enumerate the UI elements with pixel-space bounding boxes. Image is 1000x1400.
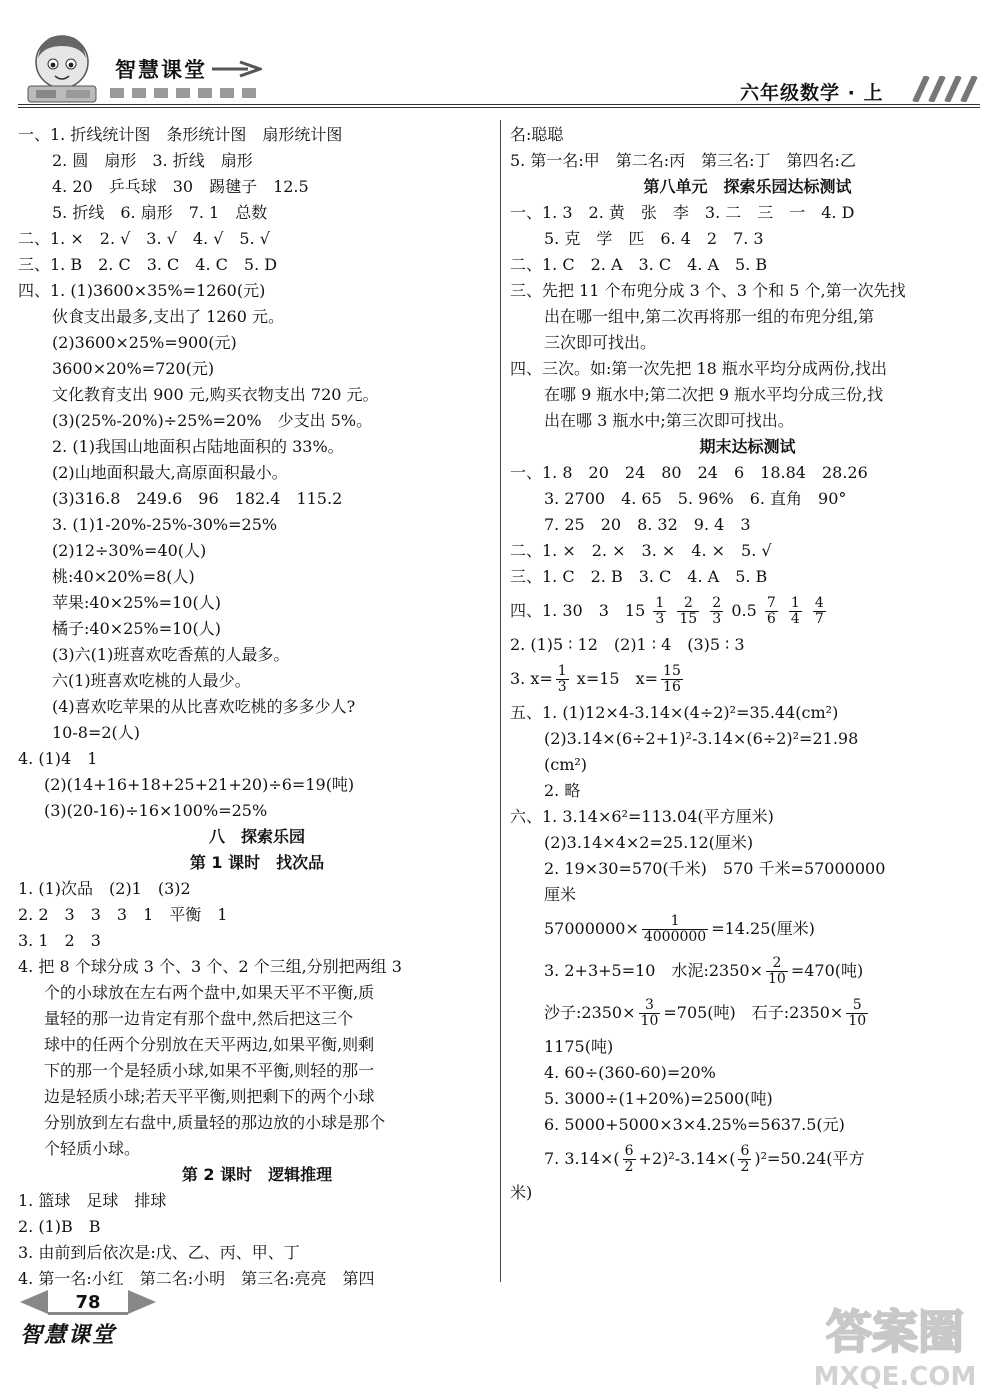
fraction: $\frac{4}{7}$ [814,595,824,627]
fraction: $\frac{5}{10}$ [848,997,867,1029]
answer-line: 3. (1)1-20%-25%-30%=25% [52,515,278,534]
answer-line: 4. 60÷(360-60)=20% [544,1063,716,1082]
answer-line: 2. (1)B B [18,1217,101,1236]
answer-line: 量轻的那一边肯定有那个盘中,然后把这三个 [44,1009,354,1028]
section-heading: 第 2 课时 逻辑推理 [181,1165,333,1184]
answer-line: 三次即可找出。 [544,333,657,352]
scale-answer-line: 57000000× $\frac{1}{4000000}$ =14.25(厘米) [544,913,815,945]
answer-line: 6. 5000+5000×3×4.25%=5637.5(元) [544,1115,845,1134]
x-answer-line: 3. x= $\frac{1}{3}$ x=15 x= $\frac{15}{16}$ [510,663,681,695]
answer-line: 1. 篮球 足球 排球 [18,1191,167,1210]
answer-line: 1. (1)次品 (2)1 (3)2 [18,879,191,898]
answer-line: 2. 2 3 3 3 1 平衡 1 [18,905,228,924]
answer-line: 2. 圆 扇形 3. 折线 扇形 [52,151,253,170]
answer-line: (3)316.8 249.6 96 182.4 115.2 [52,489,343,508]
answer-line: 五、1. (1)12×4-3.14×(4÷2)²=35.44(cm²) [510,703,839,722]
answer-line: 伙食支出最多,支出了 1260 元。 [52,307,284,326]
answer-line: (2)3.14×(6÷2+1)²-3.14×(6÷2)²=21.98 [544,729,859,748]
answer-line: 桃:40×20%=8(人) [52,567,195,586]
left-column [18,122,496,1292]
answer-line: 六、1. 3.14×6²=113.04(平方厘米) [510,807,774,826]
fraction: $\frac{15}{16}$ [663,663,681,695]
answer-line: 边是轻质小球;若天平平衡,则把剩下的两个小球 [44,1087,375,1106]
answer-line: 文化教育支出 900 元,购买衣物支出 720 元。 [52,385,379,404]
fraction: $\frac{1}{3}$ [655,595,665,627]
answer-line: 出在哪 3 瓶水中;第三次即可找出。 [544,411,794,430]
header-rule [18,104,980,108]
answer-line: 3600×20%=720(元) [52,359,215,378]
answer-line: 六(1)班喜欢吃桃的人最少。 [52,671,251,690]
page-header [0,0,1000,120]
answer-line: (3)六(1)班喜欢吃香蕉的人最多。 [52,645,290,664]
answer-line: (2)山地面积最大,高原面积最小。 [52,463,288,482]
answer-line: 3. 2700 4. 65 5. 96% 6. 直角 90° [544,489,847,508]
mascot-girl-icon [22,28,102,106]
fraction: $\frac{1}{4000000}$ [643,913,707,945]
answer-line: 三、1. C 2. B 3. C 4. A 5. B [510,567,768,586]
answer-line: 三、1. B 2. C 3. C 4. C 5. D [18,255,278,274]
right-column [510,122,985,1206]
answer-line: 名:聪聪 [510,125,564,144]
answer-line: 在哪 9 瓶水中;第二次把 9 瓶水平均分成三份,找 [544,385,884,404]
section-heading: 期末达标测试 [699,437,796,456]
answer-line: 2. (1)我国山地面积占陆地面积的 33%。 [52,437,344,456]
answer-line: 4. (1)4 1 [18,749,98,768]
section-heading: 第 1 课时 找次品 [189,853,325,872]
section-heading: 八 探索乐园 [208,827,305,846]
page-number-badge [18,1288,158,1316]
answer-line: 个轻质小球。 [44,1139,141,1158]
answer-line: 个的小球放在左右两个盘中,如果天平不平衡,质 [44,983,375,1002]
answer-line: 苹果:40×25%=10(人) [52,593,221,612]
fraction: $\frac{6}{2}$ [624,1143,634,1175]
answer-line: 三、先把 11 个布兜分成 3 个、3 个和 5 个,第一次先找 [510,281,906,300]
answer-line: (cm²) [544,755,588,774]
fraction: $\frac{6}{2}$ [740,1143,750,1175]
answer-line: 四、三次。如:第一次先把 18 瓶水平均分成两份,找出 [510,359,888,378]
watermark-url: MXQE.COM [813,1362,977,1392]
answer-line: 二、1. C 2. A 3. C 4. A 5. B [510,255,768,274]
answer-line: 5. 第一名:甲 第二名:丙 第三名:丁 第四名:乙 [510,151,856,170]
answer-line: (2)12÷30%=40(人) [52,541,207,560]
fraction: $\frac{1}{4}$ [790,595,800,627]
answer-line: 米) [510,1183,533,1202]
header-brand: 智慧课堂 [115,58,207,82]
answer-line: 3. 1 2 3 [18,931,101,950]
watermark-logo [800,1290,990,1395]
answer-line: 一、1. 8 20 24 80 24 6 18.84 28.26 [510,463,868,482]
answer-line: 橘子:40×25%=10(人) [52,619,221,638]
fraction: $\frac{2}{15}$ [679,595,698,627]
column-divider [500,120,501,1282]
arrow-right-icon [212,60,262,78]
answer-line: 下的那一个是轻质小球,如果不平衡,则轻的那一 [44,1061,375,1080]
answer-line: 2. 19×30=570(千米) 570 千米=57000000 [544,859,886,878]
answer-line: 10-8=2(人) [52,723,141,742]
area-answer-line: 7. 3.14×( $\frac{6}{2}$ +2)²-3.14×( $\frac{6}{2}$ )²=50.24(平方 [544,1143,865,1175]
answer-line: (3)(20-16)÷16×100%=25% [44,801,268,820]
sand-answer-line: 沙子:2350× $\frac{3}{10}$ =705(吨) 石子:2350× $\frac{5}{10}$ [544,997,867,1029]
answer-line: 二、1. × 2. √ 3. √ 4. √ 5. √ [18,229,270,248]
cement-answer-line: 3. 2+3+5=10 水泥:2350× $\frac{2}{10}$ =470(吨) [544,955,864,987]
header-subject: 六年级数学 · 上 [740,82,884,104]
answer-line: 球中的任两个分别放在天平两边,如果平衡,则剩 [44,1035,375,1054]
page-number: 78 [75,1292,101,1313]
footer-brand: 智慧课堂 [20,1323,117,1348]
fraction: $\frac{2}{10}$ [768,955,786,987]
fraction: $\frac{3}{10}$ [640,997,659,1029]
ratio-answer-line: 2. (1)5 ∶ 12 (2)1 ∶ 4 (3)5 ∶ 3 [510,635,745,654]
answer-line: 5. 3000÷(1+20%)=2500(吨) [544,1089,773,1108]
fraction: $\frac{7}{6}$ [766,595,776,627]
answer-line: (2)3600×25%=900(元) [52,333,237,352]
answer-line: 1175(吨) [544,1037,614,1056]
answer-line: 3. 由前到后依次是:戊、乙、丙、甲、丁 [18,1243,300,1262]
answer-line: 2. 略 [544,781,581,800]
answer-line: 4. 把 8 个球分成 3 个、3 个、2 个三组,分别把两组 3 [18,957,402,976]
answer-line: 7. 25 20 8. 32 9. 4 3 [544,515,751,534]
answer-line: 4. 第一名:小红 第二名:小明 第三名:亮亮 第四 [18,1269,375,1288]
answer-line: (2)3.14×4×2=25.12(厘米) [544,833,754,852]
answer-line: 四、1. (1)3600×35%=1260(元) [18,281,266,300]
answer-line: 出在哪一组中,第二次再将那一组的布兜分组,第 [544,307,875,326]
answer-line: (2)(14+16+18+25+21+20)÷6=19(吨) [44,775,355,794]
answer-line: 5. 折线 6. 扇形 7. 1 总数 [52,203,268,222]
watermark-text: 答案圈 [826,1305,964,1359]
answer-line: 厘米 [544,885,577,904]
header-dash-bar [110,88,260,98]
answer-line: (3)(25%-20%)÷25%=20% 少支出 5%。 [52,411,373,430]
slash-decoration-icon [905,76,983,102]
answer-line: (4)喜欢吃苹果的从比喜欢吃桃的多多少人? [52,697,356,716]
section-heading: 第八单元 探索乐园达标测试 [643,177,852,196]
answer-line: 5. 克 学 匹 6. 4 2 7. 3 [544,229,764,248]
answer-line: 分别放到左右盘中,质量轻的那边放的小球是那个 [44,1113,386,1132]
fraction-answer-line: 四、1. 30 3 15 $\frac{1}{3}$ $\frac{2}{15}$ $\frac{2}{3}$ 0.5 $\frac{7}{6}$ $\frac{1}{4}$ $\frac{4}{7}$ [510,595,824,627]
fraction: $\frac{2}{3}$ [712,595,722,627]
fraction: $\frac{1}{3}$ [557,663,567,695]
answer-line: 一、1. 折线统计图 条形统计图 扇形统计图 [18,125,343,144]
answer-line: 二、1. × 2. × 3. × 4. × 5. √ [510,541,772,560]
answer-line: 4. 20 乒乓球 30 踢毽子 12.5 [52,177,309,196]
answer-line: 一、1. 3 2. 黄 张 李 3. 二 三 一 4. D [510,203,855,222]
